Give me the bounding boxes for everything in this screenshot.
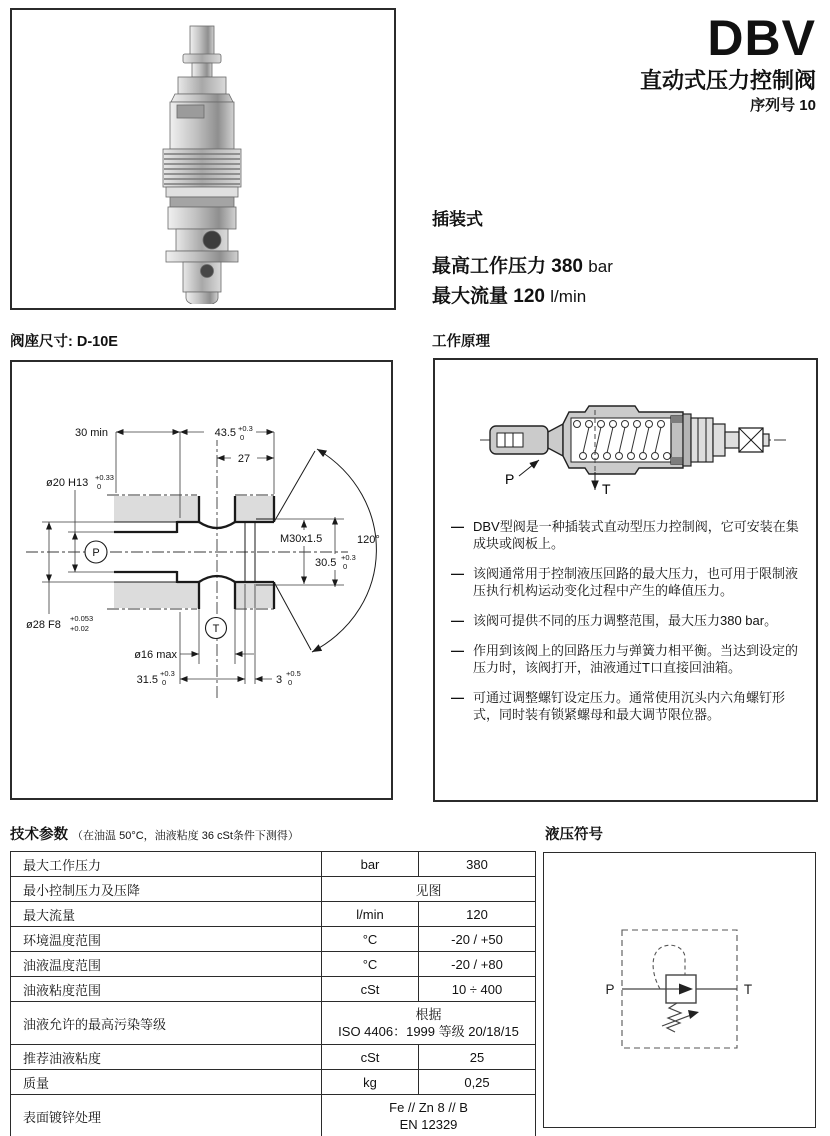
dim-3-tol-bot: 0 [288,678,293,687]
max-pressure-label: 最高工作压力 [432,256,547,277]
bullet-text: 该阀可提供不同的压力调整范围，最大压力380 bar。 [473,613,778,628]
spec-value: 25 [419,1045,536,1070]
table-row [11,1045,536,1070]
spec-value-line1: Fe // Zn 8 // B [389,1100,468,1115]
spec-unit: °C [322,952,419,977]
dim-bore-28: ø28 F8 [26,619,61,631]
bullet-marker: — [451,519,464,534]
valve-photo [12,10,390,304]
max-pressure-unit: bar [588,257,613,276]
spec-param: 环境温度范围 [11,927,322,952]
dim-43-5-tol-bot: 0 [240,433,245,442]
product-header [640,12,816,113]
principle-bullet [451,642,803,676]
principle-bullets [451,518,803,736]
port-p-label: P [92,547,100,559]
angle-arc [312,449,376,652]
symbol-port-p: P [605,982,615,997]
spec-value: 10 ÷ 400 [419,977,536,1002]
dim-bore-20-tol-bot: 0 [97,482,102,491]
dim-bore-20-tol-top: +0.33 [95,473,114,482]
table-row [11,927,536,952]
spec-value: 120 [419,902,536,927]
dim-bore-28-tol-bot: +0.02 [70,624,89,633]
dim-bore-20: ø20 H13 [46,477,89,489]
port-t-label: T [212,623,220,635]
dim-bore-28-tol-top: +0.053 [70,614,94,623]
specs-heading-note: （在油温 50°C，油液粘度 36 cSt条件下测得） [72,830,299,842]
seat-section-heading: 阀座尺寸: D-10E [10,334,118,350]
dim-thread: M30x1.5 [280,533,323,545]
product-subtitle: 直动式压力控制阀 [639,67,816,93]
dim-27: 27 [237,453,251,465]
max-flow-value: 120 [513,286,545,307]
valve-photo-frame [10,8,396,310]
max-flow-label: 最大流量 [432,286,509,307]
spec-param: 最小控制压力及压降 [11,877,322,902]
table-row [11,977,536,1002]
spec-unit: kg [322,1070,419,1095]
table-row [11,1002,536,1045]
spec-value: -20 / +80 [419,952,536,977]
relief-valve-symbol [622,945,737,1032]
spec-param: 油液温度范围 [11,952,322,977]
principle-bullet [451,565,803,599]
valve-body-illustration [163,26,241,304]
product-title: DBV [707,10,816,66]
spec-param: 推荐油液粘度 [11,1045,322,1070]
principle-bullet [451,689,803,723]
bullet-marker: — [451,690,464,705]
bullet-marker: — [451,566,464,581]
dim-30-5-tol-bot: 0 [343,562,348,571]
principle-section-heading: 工作原理 [432,334,490,350]
bullet-marker: — [451,643,464,658]
principle-frame [433,358,818,802]
spec-unit: cSt [322,1045,419,1070]
bullet-text: 可通过调整螺钉设定压力。通常使用沉头内六角螺钉形式，同时装有锁紧螺母和最大调节限位器。 [473,690,786,722]
dim-31-5: 31.5 [136,674,158,686]
dim-43-5-tol-top: +0.3 [238,424,253,433]
principle-port-p: P [505,471,515,487]
table-row [11,877,536,902]
spec-unit: °C [322,927,419,952]
specs-heading-text: 技术参数 [10,827,68,843]
product-series: 序列号 10 [750,96,816,114]
spec-value-line2: EN 12329 [399,1117,458,1132]
dim-3-tol-top: +0.5 [286,669,301,678]
dim-30-5-tol-top: +0.3 [341,553,356,562]
hydraulic-symbol-frame [543,852,816,1128]
spec-value [322,1002,536,1045]
symbol-port-t: T [743,982,753,997]
spec-param: 表面镀锌处理 [11,1095,322,1136]
spec-param: 油液允许的最高污染等级 [11,1002,322,1045]
spec-param: 质量 [11,1070,322,1095]
spec-unit: bar [322,852,419,877]
spec-param: 最大流量 [11,902,322,927]
table-row [11,1095,536,1136]
principle-bullet [451,612,803,629]
spec-value-line2: ISO 4406：1999 等级 20/18/15 [338,1024,519,1039]
spec-value: -20 / +50 [419,927,536,952]
spec-param: 最大工作压力 [11,852,322,877]
spec-value: 380 [419,852,536,877]
spec-value: 0,25 [419,1070,536,1095]
spec-value [322,1095,536,1136]
dim-43-5: 43.5 [214,427,236,439]
principle-bullet [451,518,803,552]
seat-dimension-drawing [12,362,387,794]
specs-table-wrap [10,851,536,1136]
specs-table [10,851,536,1136]
symbol-section-heading: 液压符号 [545,827,603,843]
hydraulic-symbol-diagram [544,853,812,1124]
cartridge-cross-section [490,406,769,474]
bullet-marker: — [451,613,464,628]
dim-16-max: ø16 max [134,649,177,661]
table-row [11,852,536,877]
dim-3: 3 [276,674,283,686]
spec-unit: cSt [322,977,419,1002]
spec-value: 见图 [322,877,536,902]
adjustment-arrow [688,1010,699,1019]
centerlines [26,434,348,698]
table-row [11,902,536,927]
max-flow-unit: l/min [550,287,587,306]
max-pressure-line [432,251,613,278]
bullet-text: 作用到该阀上的回路压力与弹簧力相平衡。当达到设定的压力时，该阀打开，油液通过T口直接回油箱。 [473,643,799,675]
principle-cross-section [435,360,812,510]
bullet-text: 该阀通常用于控制液压回路的最大压力，也可用于限制液压执行机构运动变化过程中产生的峰值压力。 [473,566,799,598]
specs-section-heading [10,823,299,844]
dim-30-5: 30.5 [315,557,337,569]
table-row [11,952,536,977]
dim-31-5-tol-top: +0.3 [160,669,175,678]
principle-port-t: T [602,481,611,497]
dim-depth-min: 30 min [74,427,108,439]
spec-param: 油液粘度范围 [11,977,322,1002]
dim-31-5-tol-bot: 0 [162,678,167,687]
spec-unit: l/min [322,902,419,927]
seat-drawing-frame [10,360,393,800]
max-flow-line [432,281,586,308]
dim-angle: 120° [357,534,380,546]
spec-value-line1: 根据 [415,1007,442,1022]
spring-symbol [667,1003,681,1032]
bullet-text: DBV型阀是一种插装式直动型压力控制阀，它可安装在集成块或阀板上。 [473,519,799,551]
max-pressure-value: 380 [551,256,583,277]
table-row [11,1070,536,1095]
mounting-type-label: 插装式 [432,210,483,229]
